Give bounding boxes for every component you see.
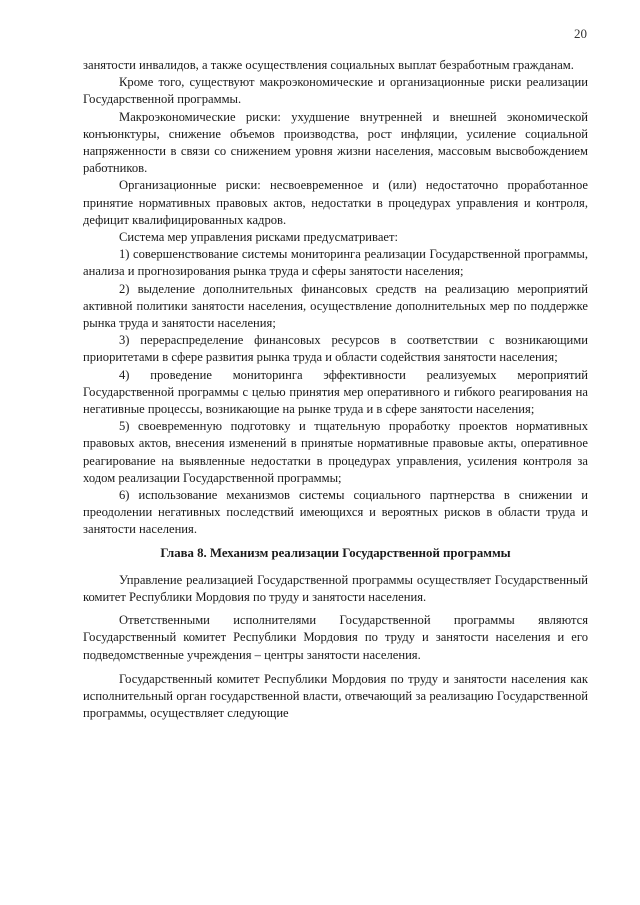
page-number: 20 [574, 26, 587, 41]
paragraph: Организационные риски: несвоевременное и (или) недостаточно проработанное принятие нормативных правовых актов, недостатки в процедурах управления и контроля, дефицит квалифицированных кадров. [83, 178, 588, 227]
paragraph: занятости инвалидов, а также осуществления социальных выплат безработным гражданам. [83, 58, 574, 72]
list-item: 2) выделение дополнительных финансовых средств на реализацию мероприятий активной политики занятости населения, осуществление дополнительных мер по поддержке рынка труда и занятости населения; [83, 281, 588, 331]
list-item: 1) совершенствование системы мониторинга реализации Государственной программы, анализа и прогнозирования рынка труда и сферы занятости населения; [83, 247, 588, 279]
paragraph: Государственный комитет Республики Мордовия по труду и занятости населения как исполнительный орган государственной власти, отвечающий за реализацию Государственной программы, осуществляет следующие [83, 671, 588, 721]
paragraph: Система мер управления рисками предусматривает: [119, 230, 399, 245]
chapter-heading: Глава 8. Механизм реализации Государственной программы [160, 545, 511, 560]
list-item: 4) проведение мониторинга эффективности реализуемых мероприятий Государственной программы с целью принятия мер оперативного и гибкого реагирования на негативные процессы, возникающие на рынке труда и в сфере занятости населения; [83, 367, 588, 417]
document-body [83, 57, 588, 722]
paragraph: Макроэкономические риски: ухудшение внутренней и внешней экономической конъюнктуры, снижение объемов производства, рост инфляции, усиление социальной напряженности в связи со снижением уровня жизни населения, массовым высвобождением работников. [83, 109, 588, 176]
paragraph: Кроме того, существуют макроэкономические и организационные риски реализации Государственной программы. [83, 75, 588, 107]
list-item: 3) перераспределение финансовых ресурсов в соответствии с возникающими приоритетами в сфере развития рынка труда и области содействия занятости населения; [83, 333, 588, 365]
paragraph: Управление реализацией Государственной программы осуществляет Государственный комитет Республики Мордовия по труду и занятости населения. [83, 572, 588, 604]
paragraph: Ответственными исполнителями Государственной программы являются Государственный комитет Республики Мордовия по труду и занятости населения и его подведомственные учреждения – центры занятости населения. [83, 613, 588, 662]
list-item: 5) своевременную подготовку и тщательную проработку проектов нормативных правовых актов, внесения изменений в принятые нормативные правовые акты, оперативное реагирование на выявленные недостатки в процедурах управления, усиления контроля за ходом реализации Государственной программы; [83, 419, 588, 485]
list-item: 6) использование механизмов системы социального партнерства в снижении и преодолении негативных последствий имеющихся и вероятных рисков в области труда и занятости населения. [83, 488, 588, 537]
